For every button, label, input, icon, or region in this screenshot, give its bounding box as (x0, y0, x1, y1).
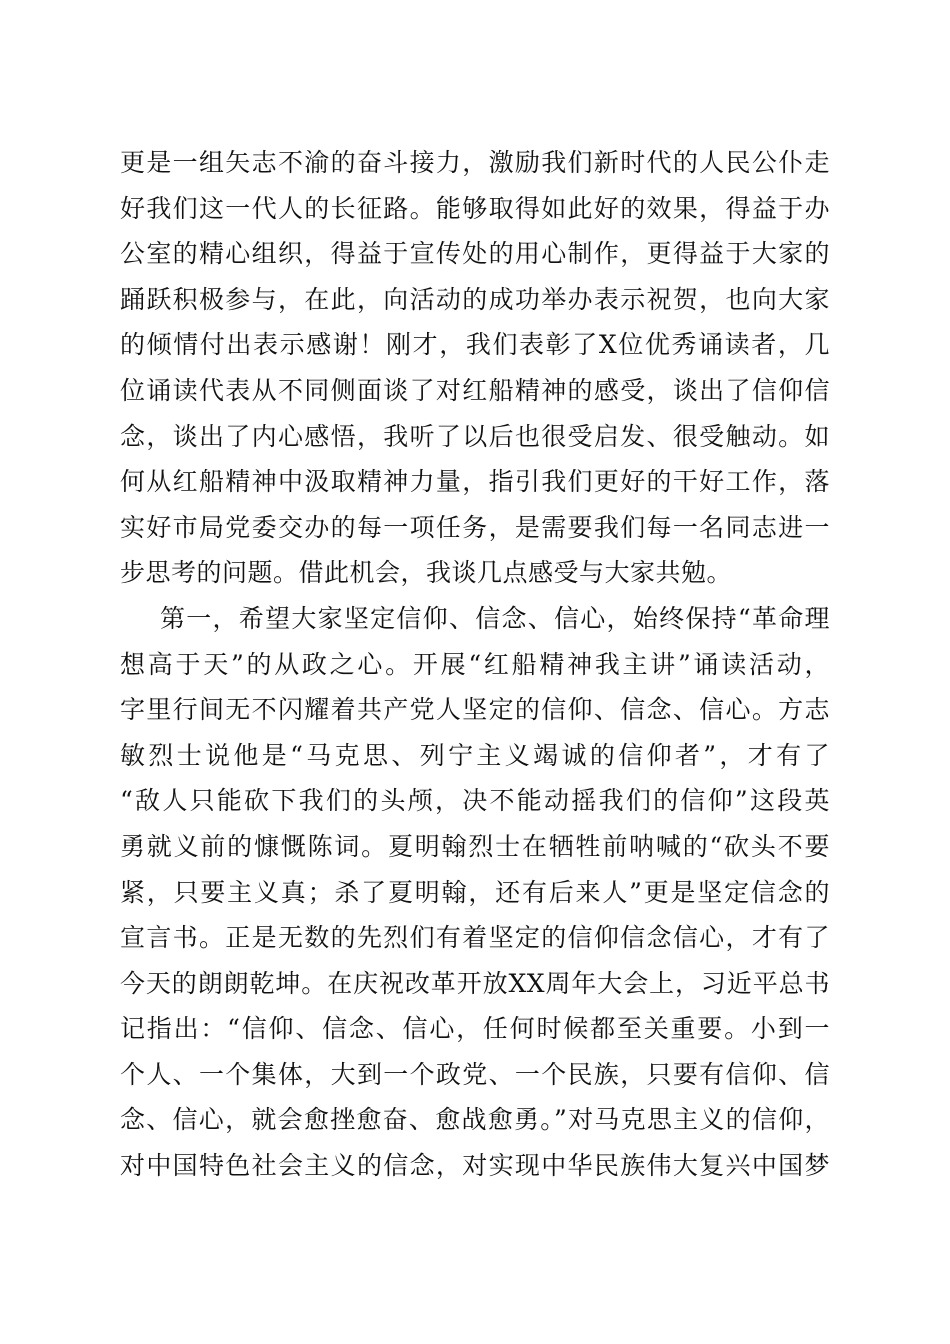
text-line: 位诵读代表从不同侧面谈了对红船精神的感受，谈出了信仰信 (120, 375, 830, 405)
text-line: 何从红船精神中汲取精神力量，指引我们更好的干好工作，落 (120, 467, 830, 497)
text-line: 实好市局党委交办的每一项任务，是需要我们每一名同志进一 (120, 512, 830, 542)
text-line: 紧，只要主义真；杀了夏明翰，还有后来人”更是坚定信念的 (120, 877, 830, 907)
text-line: “敌人只能砍下我们的头颅，决不能动摇我们的信仰”这段英 (120, 786, 830, 816)
text-line: 更是一组矢志不渝的奋斗接力，激励我们新时代的人民公仆走 (120, 148, 830, 177)
text-line: 勇就义前的慷慨陈词。夏明翰烈士在牺牲前呐喊的“砍头不要 (120, 831, 830, 861)
text-line: 个人、一个集体，大到一个政党、一个民族，只要有信仰、信 (120, 1059, 830, 1089)
text-line: 字里行间无不闪耀着共产党人坚定的信仰、信念、信心。方志 (120, 695, 830, 725)
text-line: 想高于天”的从政之心。开展“红船精神我主讲”诵读活动， (120, 649, 830, 679)
text-line: 敏烈士说他是“马克思、列宁主义竭诚的信仰者”，才有了 (120, 740, 830, 770)
text-line: 好我们这一代人的长征路。能够取得如此好的效果，得益于办 (120, 193, 830, 223)
text-line: 公室的精心组织，得益于宣传处的用心制作，更得益于大家的 (120, 239, 830, 269)
text-line: 念、信心，就会愈挫愈奋、愈战愈勇。”对马克思主义的信仰， (120, 1105, 830, 1135)
text-line: 的倾情付出表示感谢！刚才，我们表彰了X位优秀诵读者，几 (120, 330, 830, 360)
paragraph-1 (120, 140, 830, 596)
paragraph-2 (120, 596, 830, 1189)
text-line: 念，谈出了内心感悟，我听了以后也很受启发、很受触动。如 (120, 421, 830, 451)
text-line: 今天的朗朗乾坤。在庆祝改革开放XX周年大会上，习近平总书 (120, 968, 830, 998)
document-body (120, 140, 830, 1189)
text-line: 宣言书。正是无数的先烈们有着坚定的信仰信念信心，才有了 (120, 923, 830, 953)
text-line: 踊跃积极参与，在此，向活动的成功举办表示祝贺，也向大家 (120, 284, 830, 314)
text-line: 第一，希望大家坚定信仰、信念、信心，始终保持“革命理 (160, 603, 830, 633)
text-line: 记指出：“信仰、信念、信心，任何时候都至关重要。小到一 (120, 1014, 830, 1044)
text-line: 步思考的问题。借此机会，我谈几点感受与大家共勉。 (120, 558, 733, 588)
text-line: 对中国特色社会主义的信念，对实现中华民族伟大复兴中国梦 (120, 1151, 830, 1181)
